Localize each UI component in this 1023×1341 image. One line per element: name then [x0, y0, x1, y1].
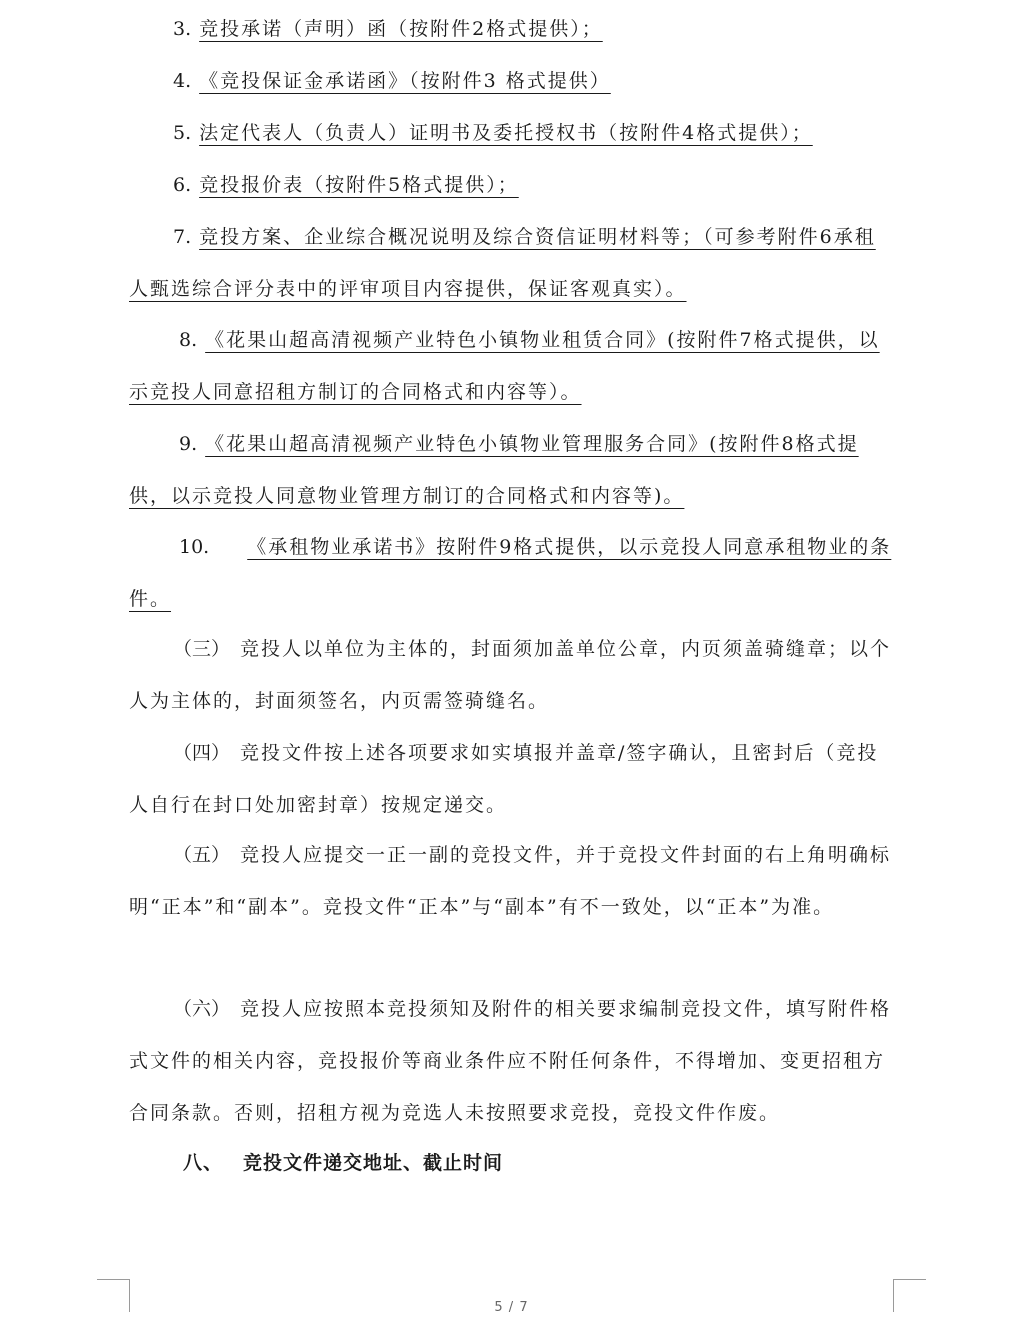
section-paragraph — [129, 829, 892, 933]
list-item-text: 竞投承诺（声明）函（按附件2格式提供）； — [199, 18, 603, 40]
list-item — [129, 3, 892, 55]
list-item-number: 8. — [179, 329, 198, 351]
list-item-text: 法定代表人（负责人）证明书及委托授权书（按附件4格式提供）； — [199, 122, 813, 144]
list-item — [129, 314, 892, 418]
section-number: （三） — [173, 638, 231, 660]
list-item-number: 9. — [179, 433, 198, 455]
list-item — [129, 418, 892, 522]
section-heading — [183, 1137, 503, 1189]
list-item — [129, 159, 892, 211]
section-text: 竞投人应按照本竞投须知及附件的相关要求编制竞投文件，填写附件格式文件的相关内容，竞投报价等商业条件应不附任何条件，不得增加、变更招租方合同条款。否则，招租方视为竞选人未按照要求竞投，竞投文件作废。 — [129, 998, 892, 1124]
section-paragraph — [129, 623, 892, 727]
section-paragraph — [129, 727, 892, 831]
section-text: 竞投人应提交一正一副的竞投文件，并于竞投文件封面的右上角明确标明“正本”和“副本”。竞投文件“正本”与“副本”有不一致处，以“正本”为准。 — [129, 844, 892, 918]
section-number: （四） — [173, 742, 231, 764]
list-item-text: 《承租物业承诺书》按附件9格式提供，以示竞投人同意承租物业的条件。 — [129, 536, 892, 610]
list-item-text: 《花果山超高清视频产业特色小镇物业租赁合同》(按附件7格式提供，以示竞投人同意招租方制订的合同格式和内容等）。 — [129, 329, 880, 403]
section-number: （六） — [173, 998, 231, 1020]
list-item-number: 4. — [173, 70, 192, 92]
section-text: 竞投文件按上述各项要求如实填报并盖章/签字确认，且密封后（竞投人自行在封口处加密封章）按规定递交。 — [129, 742, 879, 816]
list-item-number: 7. — [173, 226, 192, 248]
page-number: 5 / 7 — [494, 1300, 529, 1315]
list-item-text: 竞投报价表（按附件5格式提供）； — [199, 174, 519, 196]
list-item-number: 5. — [173, 122, 192, 144]
section-text: 竞投人以单位为主体的，封面须加盖单位公章，内页须盖骑缝章；以个人为主体的，封面须签名，内页需签骑缝名。 — [129, 638, 892, 712]
list-item — [129, 107, 892, 159]
list-item — [129, 521, 892, 625]
list-item-number: 10. — [179, 536, 210, 558]
list-item-text: 《花果山超高清视频产业特色小镇物业管理服务合同》(按附件8格式提供，以示竞投人同意物业管理方制订的合同格式和内容等)。 — [129, 433, 859, 507]
list-item — [129, 55, 892, 107]
list-item-text: 《竞投保证金承诺函》（按附件3 格式提供） — [199, 70, 611, 92]
list-item-text: 竞投方案、企业综合概况说明及综合资信证明材料等；（可参考附件6承租人甄选综合评分表中的评审项目内容提供，保证客观真实）。 — [129, 226, 876, 300]
list-item-number: 3. — [173, 18, 192, 40]
list-item-number: 6. — [173, 174, 192, 196]
heading-text: 竞投文件递交地址、截止时间 — [243, 1152, 504, 1174]
list-item — [129, 211, 892, 315]
section-number: （五） — [173, 844, 231, 866]
heading-number: 八、 — [183, 1152, 224, 1174]
section-paragraph — [129, 983, 892, 1139]
